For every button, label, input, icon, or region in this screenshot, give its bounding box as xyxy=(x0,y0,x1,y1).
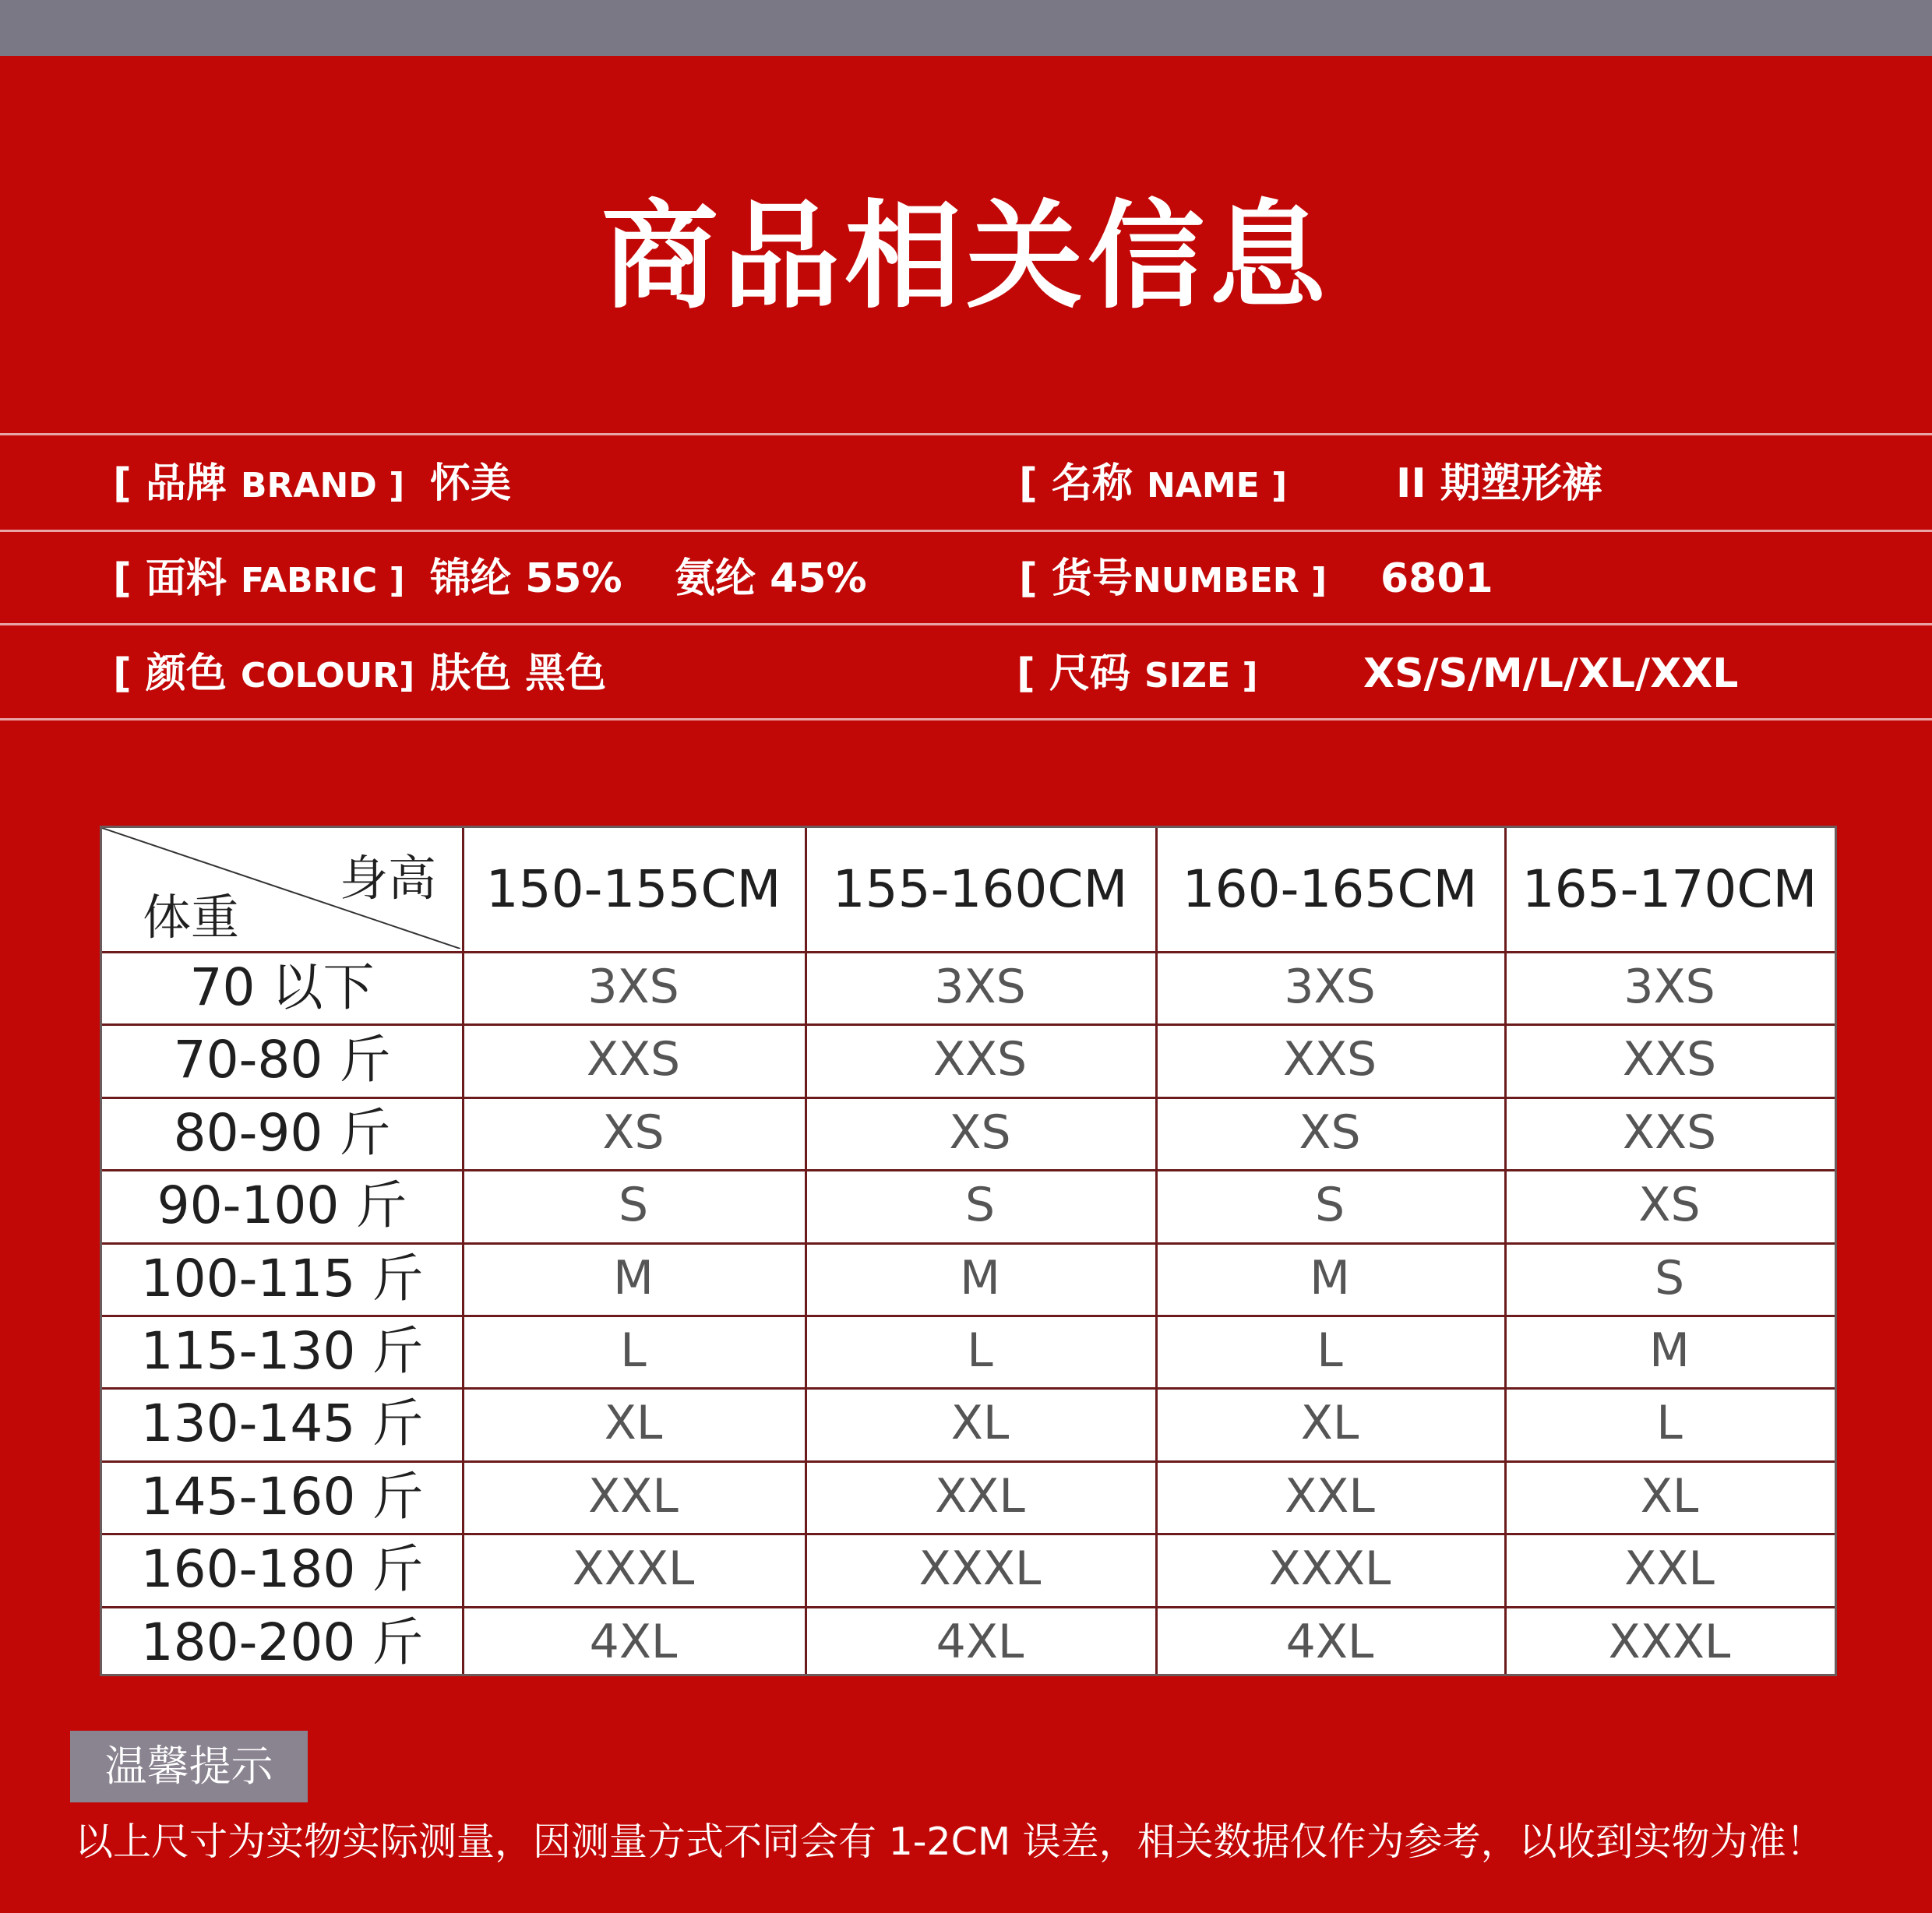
size-cell: XXS xyxy=(1282,1032,1377,1087)
size-cell: M xyxy=(613,1250,654,1305)
size-cell: XXXL xyxy=(918,1541,1042,1597)
info-row-colour-size xyxy=(0,631,1932,717)
size-cell: 3XS xyxy=(587,960,679,1014)
info-divider xyxy=(0,433,1932,435)
size-cell: XXXL xyxy=(1608,1614,1731,1669)
size-cell: XS xyxy=(602,1104,665,1160)
name-label xyxy=(1019,441,1287,529)
name-value: II 期塑形裤 xyxy=(1396,460,1602,507)
fabric-label-zh: [ 面料 xyxy=(113,555,227,602)
size-cell: XXS xyxy=(586,1032,681,1087)
size-cell: XXS xyxy=(933,1032,1028,1087)
size-cell: S xyxy=(964,1178,996,1233)
brand-label-zh: [ 品牌 xyxy=(113,460,227,507)
size-cell: XS xyxy=(1299,1104,1361,1160)
colour-label-zh: [ 颜色 xyxy=(113,650,227,697)
size-cell: XL xyxy=(604,1396,663,1451)
page-title: 商品相关信息 xyxy=(601,189,1331,325)
weight-row-header: 80-90 斤 xyxy=(173,1102,391,1163)
weight-row-header: 70-80 斤 xyxy=(173,1030,391,1090)
size-value: XS/S/M/L/XL/XXL xyxy=(1363,650,1739,697)
colour-value: 肤色 黑色 xyxy=(430,650,607,697)
size-cell: XXXL xyxy=(572,1541,695,1597)
colour-label xyxy=(113,631,414,719)
size-cell: L xyxy=(1317,1323,1343,1378)
weight-row-header: 100-115 斤 xyxy=(140,1248,424,1309)
fabric-label-en: FABRIC ] xyxy=(240,561,405,601)
size-cell: XXS xyxy=(1622,1032,1717,1087)
number-label-en: NUMBER ] xyxy=(1132,561,1327,601)
size-cell: L xyxy=(1656,1396,1683,1451)
size-cell: 4XL xyxy=(589,1614,678,1669)
size-cell: 3XS xyxy=(1624,960,1715,1014)
size-cell: L xyxy=(620,1323,647,1378)
size-cell: S xyxy=(1654,1250,1685,1305)
fabric-label xyxy=(113,536,405,624)
height-column-header: 155-160CM xyxy=(832,859,1128,919)
size-cell: XXL xyxy=(1285,1468,1375,1524)
tip-text: 以上尺寸为实物实际测量，因测量方式不同会有 1-2CM 误差，相关数据仅作为参考，以收到实物为准！ xyxy=(75,1820,1824,1864)
weight-row-header: 70 以下 xyxy=(189,957,375,1017)
size-cell: L xyxy=(967,1323,993,1378)
brand-label-en: BRAND ] xyxy=(240,466,405,506)
name-label-zh: [ 名称 xyxy=(1019,460,1133,507)
info-row-brand-name xyxy=(0,441,1932,527)
size-cell: XL xyxy=(1300,1396,1359,1451)
name-label-en: NAME ] xyxy=(1146,466,1288,506)
weight-row-header: 130-145 斤 xyxy=(140,1393,424,1454)
size-cell: XS xyxy=(1638,1178,1701,1233)
size-cell: XXL xyxy=(588,1468,679,1524)
size-cell: XXS xyxy=(1622,1104,1717,1160)
size-chart-table xyxy=(100,826,1837,1676)
brand-value: 怀美 xyxy=(430,460,512,507)
corner-weight-label: 体重 xyxy=(143,889,240,946)
size-cell: XS xyxy=(949,1104,1011,1160)
fabric-value-1: 锦纶 55% xyxy=(430,555,622,602)
fabric-value-2: 氨纶 45% xyxy=(675,555,867,602)
size-cell: 3XS xyxy=(1284,960,1376,1014)
size-cell: 3XS xyxy=(934,960,1026,1014)
number-value: 6801 xyxy=(1380,555,1493,602)
height-column-header: 150-155CM xyxy=(485,859,781,919)
number-label xyxy=(1019,536,1327,624)
top-bar xyxy=(0,0,1932,56)
info-row-fabric-number xyxy=(0,536,1932,622)
weight-row-header: 115-130 斤 xyxy=(140,1321,424,1381)
size-cell: XXL xyxy=(935,1468,1025,1524)
size-label-zh: [ 尺码 xyxy=(1017,650,1130,697)
size-cell: M xyxy=(1310,1250,1350,1305)
number-label-zh: [ 货号 xyxy=(1019,555,1133,602)
height-column-header: 160-165CM xyxy=(1182,859,1478,919)
size-cell: 4XL xyxy=(936,1614,1024,1669)
size-cell: XXXL xyxy=(1268,1541,1391,1597)
size-cell: 4XL xyxy=(1285,1614,1374,1669)
size-label xyxy=(1017,631,1257,719)
size-label-en: SIZE ] xyxy=(1144,656,1258,696)
corner-height-label: 身高 xyxy=(340,850,437,907)
height-column-header: 165-170CM xyxy=(1521,859,1817,919)
colour-label-en: COLOUR] xyxy=(240,656,415,696)
weight-row-header: 90-100 斤 xyxy=(157,1175,407,1236)
brand-label xyxy=(113,441,404,529)
tip-badge: 温馨提示 xyxy=(70,1731,308,1802)
info-divider xyxy=(0,530,1932,532)
size-cell: S xyxy=(618,1178,649,1233)
weight-row-header: 180-200 斤 xyxy=(140,1612,424,1672)
size-cell: M xyxy=(1649,1323,1690,1378)
size-cell: XL xyxy=(1640,1468,1699,1524)
weight-row-header: 160-180 斤 xyxy=(140,1539,424,1600)
size-cell: S xyxy=(1314,1178,1345,1233)
weight-row-header: 145-160 斤 xyxy=(140,1466,424,1527)
size-cell: XXL xyxy=(1624,1541,1715,1597)
size-cell: M xyxy=(960,1250,1000,1305)
size-cell: XL xyxy=(950,1396,1010,1451)
